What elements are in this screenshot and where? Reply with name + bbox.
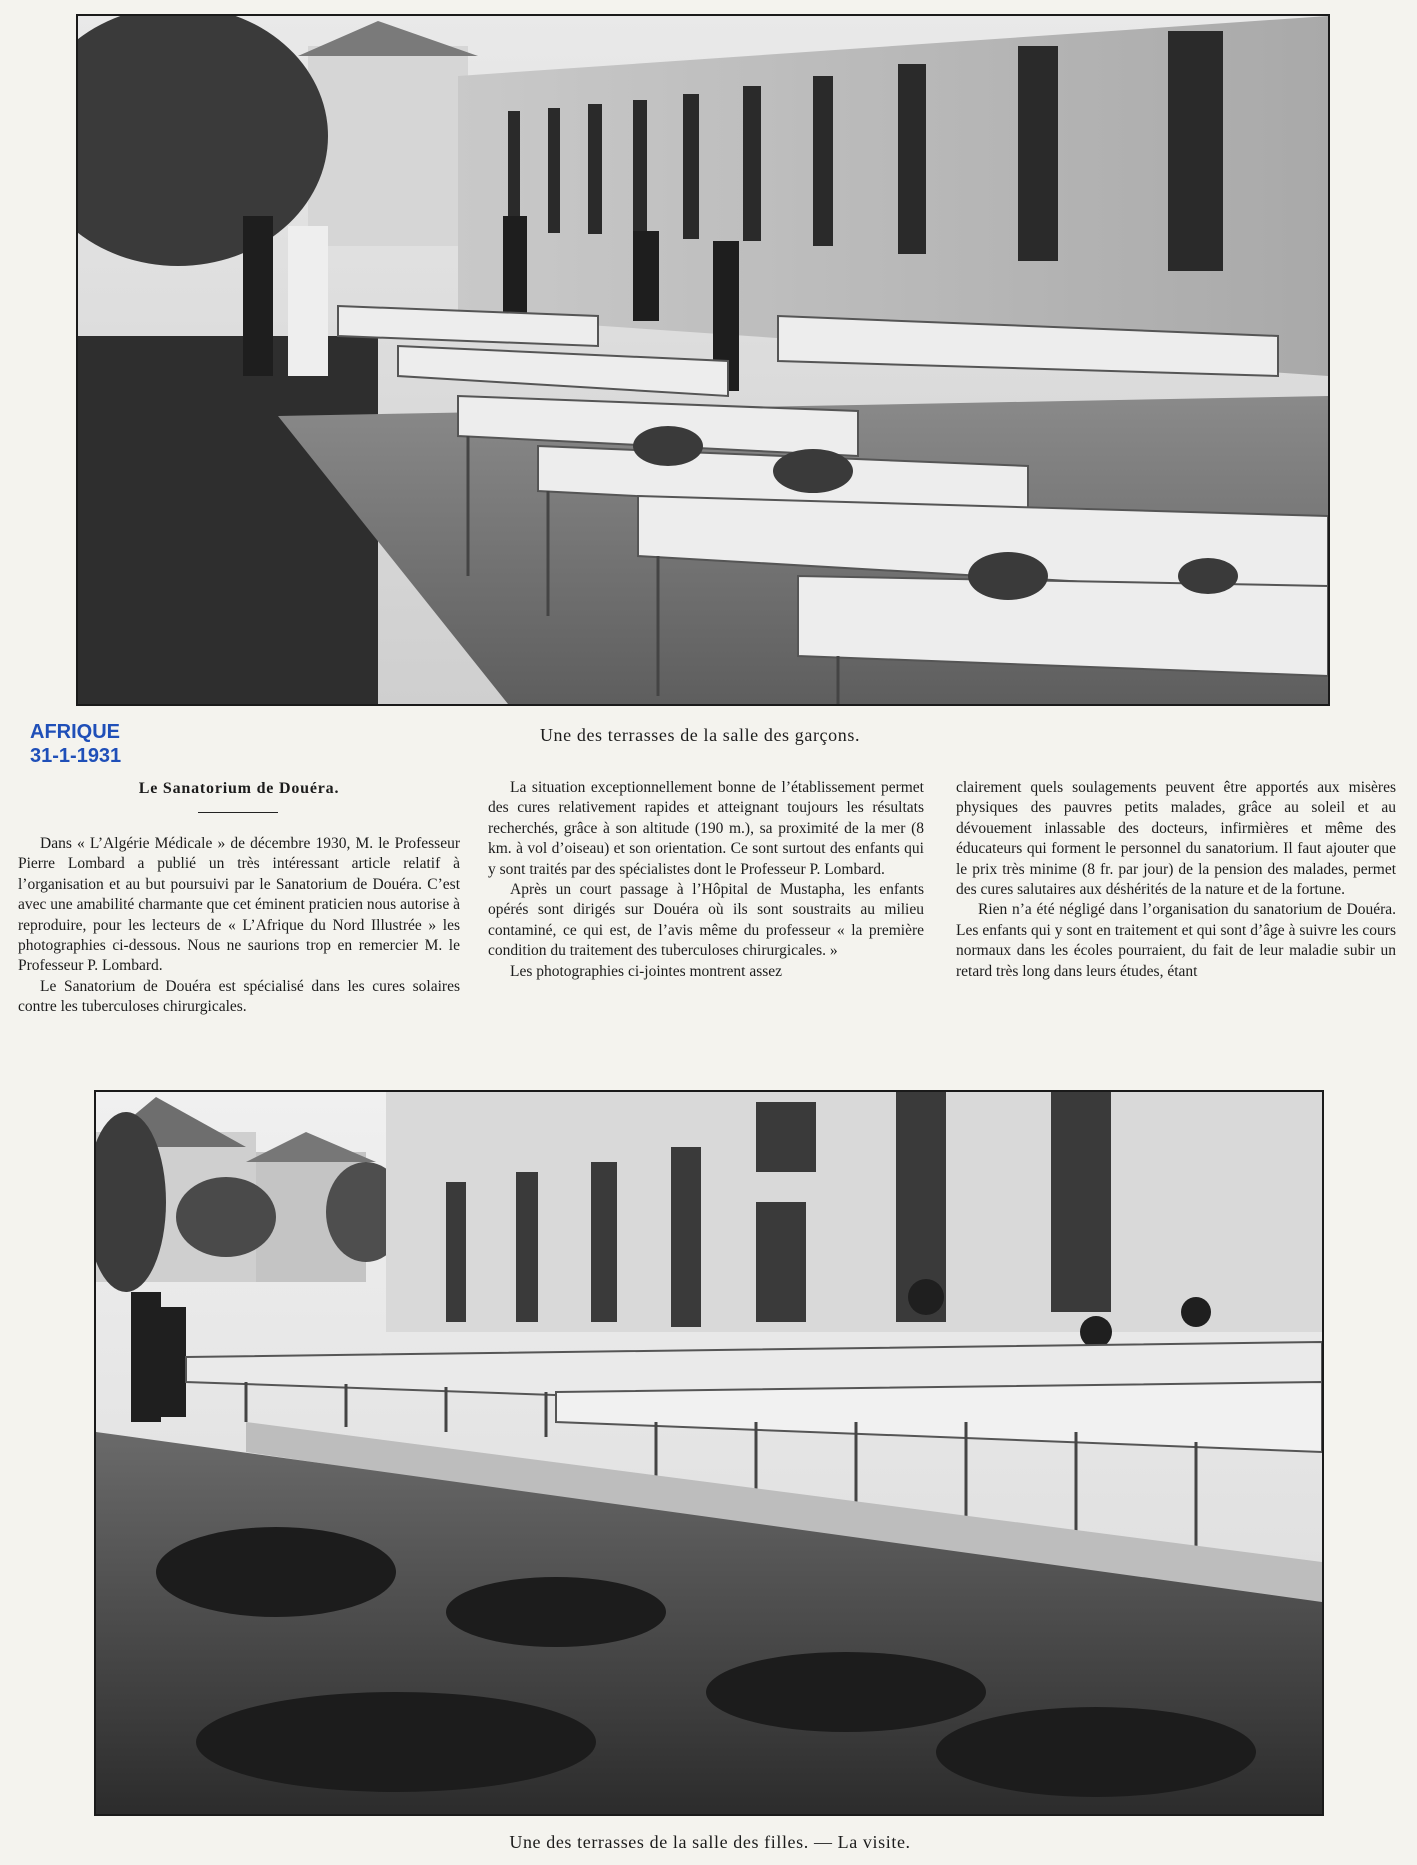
paragraph: Les photographies ci-jointes montrent assez	[510, 962, 783, 980]
paragraph: clairement quels soulagements peuvent être apportés aux misères physiques des pauvres petits malades, grâce au soleil et au dévouement inlassable des docteurs, infirmières et même des éducateurs qui forment le personnel du sanatorium. Il faut ajouter que le prix très minime (8 fr. par jour) de la pension des malades, permet des cures salutaires aux déshérités de la nature et de la fortune.	[956, 779, 1396, 899]
photo-boys-terrace	[76, 14, 1330, 706]
caption-boys-terrace: Une des terrasses de la salle des garçons.	[539, 725, 861, 745]
paragraph: La situation exceptionnellement bonne de l’établissement permet des cures relativement rapides et atteignant toujours les résultats recherchés, grâce à son altitude (190 m.), sa proximité de la mer (8 km. à vol d’oiseau) et son orientation. Ce sont surtout des enfants qui y sont traités par des spécialistes dont le Professeur P. Lombard.	[488, 779, 924, 878]
photo-girls-terrace-drawing	[96, 1092, 1322, 1814]
photo-girls-terrace	[94, 1090, 1324, 1816]
stamp-publication: AFRIQUE	[30, 721, 120, 743]
paragraph: Après un court passage à l’Hôpital de Mustapha, les enfants opérés sont dirigés sur Douéra où ils sont soustraits au milieu contaminé, ce qui est, de l’avis même du professeur « la première condition du traitement des tuberculoses chirurgicales. »	[488, 881, 924, 960]
photo-boys-terrace-drawing	[78, 16, 1328, 704]
article-column-3	[956, 778, 1396, 982]
caption-girls-terrace: Une des terrasses de la salle des filles. — La visite.	[509, 1832, 911, 1852]
article-column-2	[488, 778, 924, 982]
article-title: Le Sanatorium de Douéra.	[138, 780, 340, 797]
paragraph: Dans « L’Algérie Médicale » de décembre 1930, M. le Professeur Pierre Lombard a publié un très intéressant article relatif à l’organisation et au but poursuivi par le Sanatorium de Douéra. C’est avec une amabilité charmante que cet éminent praticien nous autorise à reproduire, pour les lecteurs de « L’Afrique du Nord Illustrée » les photographies ci-dessous. Nous ne saurions trop en remercier M. le Professeur P. Lombard.	[18, 835, 460, 975]
paragraph: Rien n’a été négligé dans l’organisation du sanatorium de Douéra. Les enfants qui y sont en traitement et qui sont d’âge à suivre les cours normaux dans les écoles pourraient, du fait de leur maladie subir un retard très long dans leurs études, étant	[956, 901, 1396, 980]
article-column-1	[18, 834, 460, 1018]
title-rule	[198, 812, 278, 813]
paragraph: Le Sanatorium de Douéra est spécialisé dans les cures solaires contre les tuberculoses chirurgicales.	[18, 977, 460, 1016]
stamp-date: 31-1-1931	[30, 745, 122, 767]
archive-stamp	[30, 720, 121, 768]
